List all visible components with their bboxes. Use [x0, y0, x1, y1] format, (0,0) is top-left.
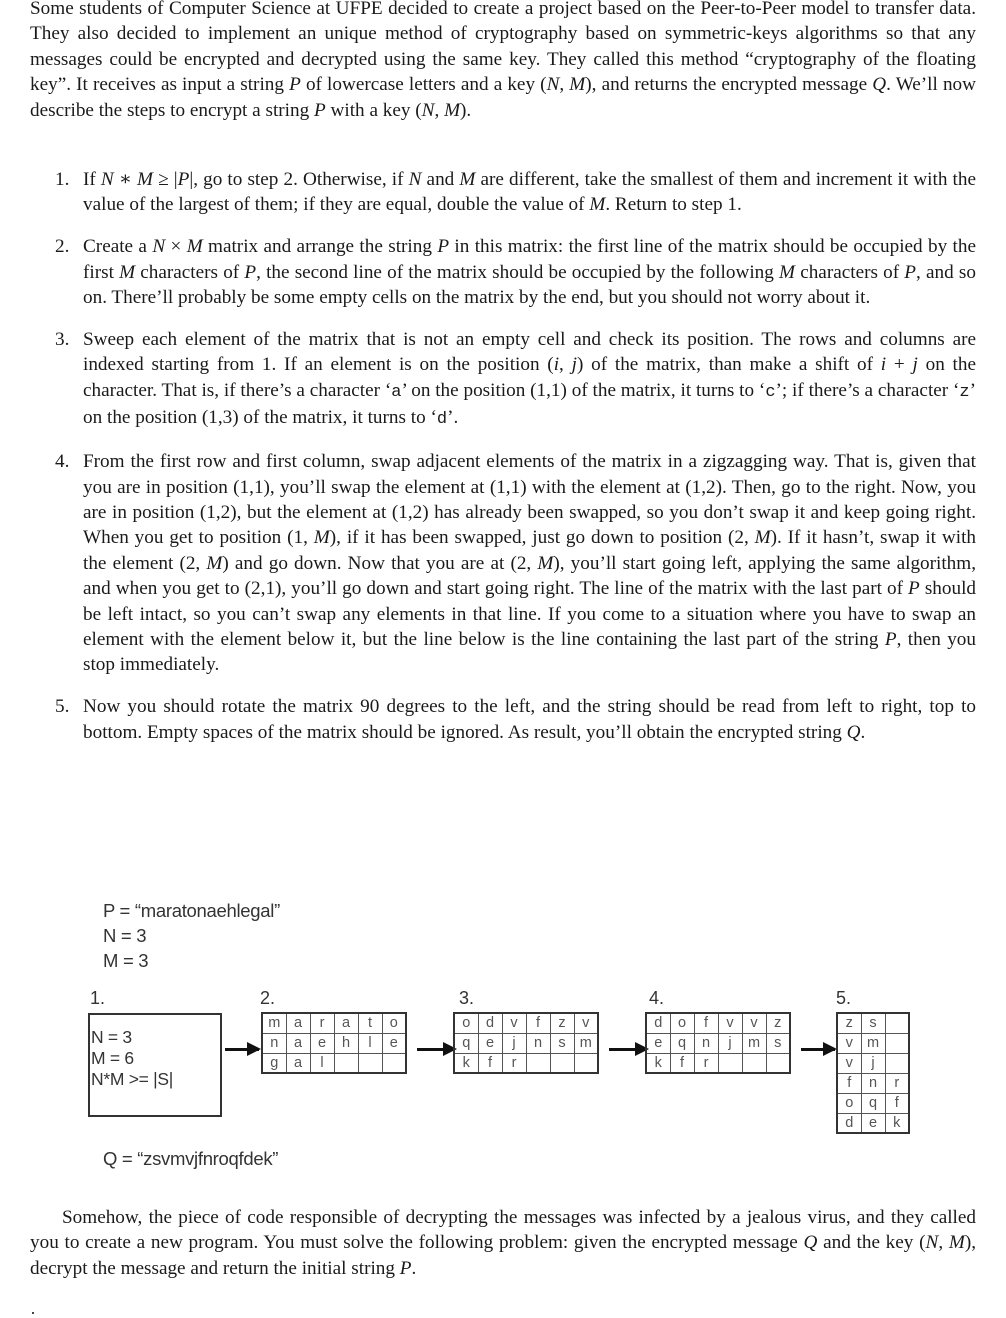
- arrow-right-icon: [417, 1048, 455, 1051]
- matrix-cell: a: [286, 1033, 310, 1053]
- matrix-cell: q: [454, 1033, 478, 1053]
- matrix-row: [262, 1053, 406, 1073]
- matrix-row: [454, 1033, 598, 1053]
- matrix-cell: r: [885, 1073, 909, 1093]
- step-item: [30, 167, 976, 218]
- given-p: P = “maratonaehlegal”: [103, 900, 280, 921]
- matrix-cell: o: [382, 1013, 406, 1033]
- arrow-right-icon: [225, 1048, 259, 1051]
- stage-3-label: 3.: [459, 988, 475, 1008]
- given-m: M = 3: [103, 950, 149, 971]
- example-given: [103, 898, 280, 973]
- matrix-cell: d: [837, 1113, 861, 1133]
- matrix-cell: q: [861, 1093, 885, 1113]
- matrix-cell: m: [574, 1033, 598, 1053]
- stage-1-label: 1.: [90, 988, 106, 1008]
- step-number: 3.: [55, 329, 70, 351]
- matrix-cell: a: [334, 1013, 358, 1033]
- matrix-cell: n: [861, 1073, 885, 1093]
- matrix-cell: [334, 1053, 358, 1073]
- step-text: Create a N × M matrix and arrange the string P in this matrix: the first line of the matrix should be occupied by the first M characters of P, the second line of the matrix should be occupied by the following M characters of P, and so on. There’ll probably be some empty cells on the matrix by the end, but you should not worry about it.: [83, 236, 976, 309]
- step-text: From the first row and first column, swap adjacent elements of the matrix in a zigzagging way. That is, given that you are in position (1,1), you’ll swap the element at (1,1) with the element at (1,2). Then, go to the right. Now, you are in position (1,2), but the element at (1,2) has already been swapped, so you don’t swap it and keep going right. When you get to position (1, M), if it has been swapped, just go down to position (2, M). If it hasn’t, swap it with the element (2, M) and go down. Now that you are at (2, M), you’ll start going left, applying the same algorithm, and when you get to (2,1), you’ll go down and start going right. The line of the matrix with the last part of P should be left intact, so you can’t swap any elements in that line. If you come to a situation where you have to swap an element with the element below it, but the line below is the line containing the last part of the string P, then you stop immediately.: [83, 451, 976, 676]
- intro-paragraph: Some students of Computer Science at UFPE decided to create a project based on the Peer-to-Peer model to transfer data. They also decided to implement an unique method of cryptography based on symmetric-keys algorithms so that any messages could be encrypted and decrypted using the same key. They called this method “cryptography of the floating key”. It receives as input a string P of lowercase letters and a key (N, M), and returns the encrypted message Q. We’ll now describe the steps to encrypt a string P with a key (N, M).: [30, 0, 977, 121]
- matrix-row: [837, 1073, 909, 1093]
- matrix-cell: d: [646, 1013, 670, 1033]
- matrix-cell: j: [861, 1053, 885, 1073]
- matrix-cell: m: [262, 1013, 286, 1033]
- matrix-row: [837, 1053, 909, 1073]
- matrix-cell: f: [478, 1053, 502, 1073]
- matrix-cell: e: [310, 1033, 334, 1053]
- matrix-cell: t: [358, 1013, 382, 1033]
- matrix-cell: s: [766, 1033, 790, 1053]
- step-item: [30, 694, 976, 745]
- encryption-steps-list: [30, 167, 976, 762]
- step-text: If N ∗ M ≥ |P|, go to step 2. Otherwise, if N and M are different, take the smallest of them and increment it with the value of the largest of them; if they are equal, double the value of M. Return to step 1.: [83, 169, 977, 216]
- matrix-cell: z: [766, 1013, 790, 1033]
- matrix-cell: g: [262, 1053, 286, 1073]
- step-number: 4.: [55, 451, 70, 473]
- stage-5-matrix: [836, 1012, 910, 1134]
- matrix-row: [454, 1053, 598, 1073]
- matrix-cell: n: [526, 1033, 550, 1053]
- matrix-cell: z: [837, 1013, 861, 1033]
- matrix-cell: [885, 1013, 909, 1033]
- matrix-cell: e: [382, 1033, 406, 1053]
- matrix-cell: o: [837, 1093, 861, 1113]
- given-n: N = 3: [103, 925, 147, 946]
- step-item: [30, 327, 976, 433]
- stage-4-matrix: [645, 1012, 791, 1074]
- matrix-row: [837, 1113, 909, 1133]
- matrix-cell: e: [646, 1033, 670, 1053]
- matrix-cell: q: [670, 1033, 694, 1053]
- matrix-cell: [766, 1053, 790, 1073]
- matrix-cell: o: [670, 1013, 694, 1033]
- matrix-cell: j: [502, 1033, 526, 1053]
- matrix-cell: n: [262, 1033, 286, 1053]
- matrix-cell: k: [454, 1053, 478, 1073]
- stage-4-label: 4.: [649, 988, 665, 1008]
- matrix-cell: z: [550, 1013, 574, 1033]
- matrix-row: [646, 1013, 790, 1033]
- matrix-cell: f: [694, 1013, 718, 1033]
- matrix-row: [646, 1033, 790, 1053]
- step-number: 5.: [55, 696, 70, 718]
- matrix-cell: f: [837, 1073, 861, 1093]
- matrix-cell: [885, 1033, 909, 1053]
- matrix-cell: f: [885, 1093, 909, 1113]
- stage-1-line: N*M >= |S|: [91, 1069, 173, 1089]
- arrow-right-icon: [609, 1048, 647, 1051]
- matrix-cell: s: [550, 1033, 574, 1053]
- matrix-cell: v: [574, 1013, 598, 1033]
- encrypted-result: Q = “zsvmvjfnroqfdek”: [103, 1148, 279, 1169]
- step-number: 1.: [55, 169, 70, 190]
- matrix-cell: [358, 1053, 382, 1073]
- matrix-cell: e: [478, 1033, 502, 1053]
- stage-5-label: 5.: [836, 988, 852, 1008]
- matrix-cell: [885, 1053, 909, 1073]
- matrix-cell: j: [718, 1033, 742, 1053]
- matrix-cell: n: [694, 1033, 718, 1053]
- matrix-cell: r: [310, 1013, 334, 1033]
- step-item: [30, 234, 976, 310]
- stage-1-box: [88, 1013, 222, 1117]
- matrix-cell: f: [526, 1013, 550, 1033]
- matrix-cell: m: [861, 1033, 885, 1053]
- matrix-cell: [742, 1053, 766, 1073]
- step-text: Sweep each element of the matrix that is not an empty cell and check its position. The rows and columns are indexed starting from 1. If an element is on the position (i, j) of the matrix, than make a shift of i + j on the character. That is, if there’s a character ‘a’ on the position (1,1) of the matrix, it turns to ‘c’; if there’s a character ‘z’ on the position (1,3) of the matrix, it turns to ‘d’.: [83, 329, 976, 430]
- stage-3-matrix: [453, 1012, 599, 1074]
- matrix-cell: m: [742, 1033, 766, 1053]
- matrix-cell: r: [694, 1053, 718, 1073]
- matrix-cell: f: [670, 1053, 694, 1073]
- matrix-cell: [574, 1053, 598, 1073]
- matrix-cell: v: [742, 1013, 766, 1033]
- outro-paragraph: Somehow, the piece of code responsible of decrypting the messages was infected by a jealous virus, and they called you to create a new program. You must solve the following problem: given the encrypted message Q and the key (N, M), decrypt the message and return the initial string P.: [30, 1207, 976, 1279]
- stage-1-line: N = 3: [91, 1027, 132, 1047]
- stage-1-line: M = 6: [91, 1048, 134, 1068]
- matrix-cell: s: [861, 1013, 885, 1033]
- matrix-cell: [526, 1053, 550, 1073]
- matrix-cell: v: [502, 1013, 526, 1033]
- matrix-row: [837, 1013, 909, 1033]
- matrix-cell: l: [310, 1053, 334, 1073]
- matrix-cell: v: [837, 1053, 861, 1073]
- matrix-row: [646, 1053, 790, 1073]
- step-text: Now you should rotate the matrix 90 degrees to the left, and the string should be read from left to right, top to bottom. Empty spaces of the matrix should be ignored. As result, you’ll obtain the encrypted string Q.: [83, 696, 976, 743]
- matrix-cell: l: [358, 1033, 382, 1053]
- matrix-cell: k: [646, 1053, 670, 1073]
- stage-2-matrix: [261, 1012, 407, 1074]
- matrix-row: [837, 1033, 909, 1053]
- step-item: [30, 449, 976, 678]
- matrix-cell: a: [286, 1053, 310, 1073]
- step-number: 2.: [55, 236, 70, 258]
- matrix-cell: [718, 1053, 742, 1073]
- matrix-cell: d: [478, 1013, 502, 1033]
- matrix-row: [454, 1013, 598, 1033]
- matrix-row: [837, 1093, 909, 1113]
- matrix-row: [262, 1033, 406, 1053]
- stage-2-label: 2.: [260, 988, 276, 1008]
- page-mark: [32, 1312, 34, 1314]
- matrix-cell: a: [286, 1013, 310, 1033]
- matrix-cell: o: [454, 1013, 478, 1033]
- matrix-cell: v: [718, 1013, 742, 1033]
- arrow-right-icon: [801, 1048, 835, 1051]
- matrix-cell: e: [861, 1113, 885, 1133]
- matrix-cell: k: [885, 1113, 909, 1133]
- matrix-cell: r: [502, 1053, 526, 1073]
- matrix-cell: [382, 1053, 406, 1073]
- matrix-cell: v: [837, 1033, 861, 1053]
- matrix-row: [262, 1013, 406, 1033]
- matrix-cell: h: [334, 1033, 358, 1053]
- matrix-cell: [550, 1053, 574, 1073]
